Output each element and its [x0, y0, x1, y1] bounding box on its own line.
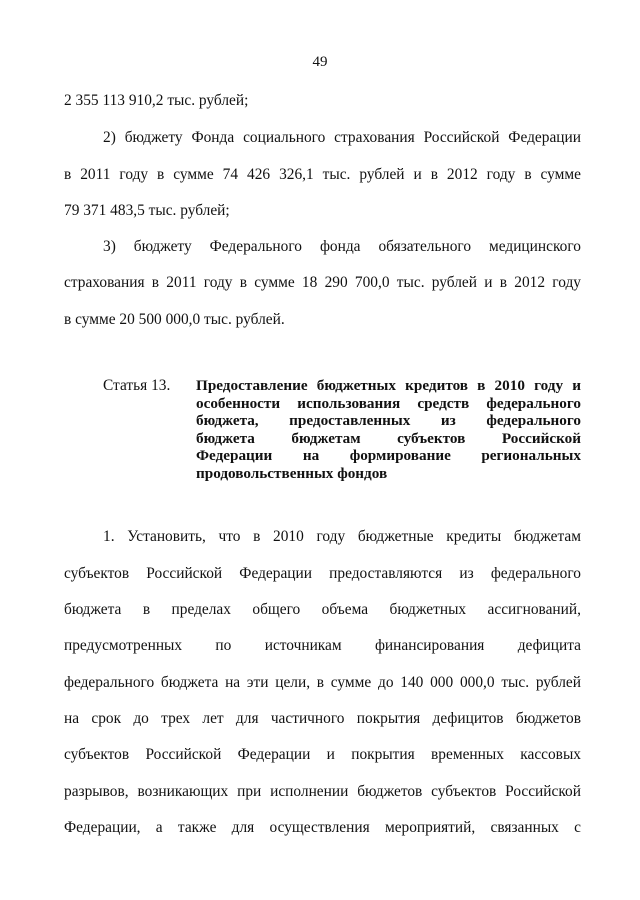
paragraph-line: федерального бюджета на эти цели, в сумме до 140 000 000,0 тыс. рублей: [64, 674, 581, 691]
article-title-line: особенности использования средств федерального: [196, 394, 581, 412]
paragraph-line: 2) бюджету Фонда социального страхования Российской Федерации: [103, 129, 581, 146]
paragraph-line: субъектов Российской Федерации и покрытия временных кассовых: [64, 746, 581, 763]
paragraph-line: в 2011 году в сумме 74 426 326,1 тыс. рублей и в 2012 году в сумме: [64, 166, 581, 183]
paragraph-line: субъектов Российской Федерации предоставляются из федерального: [64, 565, 581, 582]
article-title-line: бюджета бюджетам субъектов Российской: [196, 429, 581, 447]
paragraph-line: 3) бюджету Федерального фонда обязательного медицинского: [103, 238, 581, 255]
article-title: [196, 377, 581, 483]
paragraph-line: разрывов, возникающих при исполнении бюджетов субъектов Российской: [64, 783, 581, 800]
article-label: Статья 13.: [103, 377, 171, 394]
paragraph-line: на срок до трех лет для частичного покрытия дефицитов бюджетов: [64, 710, 581, 727]
paragraph-line: 1. Установить, что в 2010 году бюджетные кредиты бюджетам: [103, 528, 581, 545]
paragraph-line: страхования в 2011 году в сумме 18 290 700,0 тыс. рублей и в 2012 году: [64, 274, 581, 291]
page-number: 49: [312, 54, 328, 70]
paragraph-line: предусмотренных по источникам финансирования дефицита: [64, 637, 581, 654]
paragraph-line: Федерации, а также для осуществления мероприятий, связанных с: [64, 819, 581, 836]
article-title-line: бюджета, предоставленных из федерального: [196, 412, 581, 430]
paragraph-line: 2 355 113 910,2 тыс. рублей;: [64, 92, 249, 109]
paragraph-line: 79 371 483,5 тыс. рублей;: [64, 202, 230, 219]
article-title-line: Предоставление бюджетных кредитов в 2010 году и: [196, 377, 581, 394]
paragraph-line: бюджета в пределах общего объема бюджетных ассигнований,: [64, 601, 581, 618]
article-title-line: Федерации на формирование региональных: [196, 447, 581, 465]
article-title-line: продовольственных фондов: [196, 464, 388, 482]
paragraph-line: в сумме 20 500 000,0 тыс. рублей.: [64, 311, 285, 328]
